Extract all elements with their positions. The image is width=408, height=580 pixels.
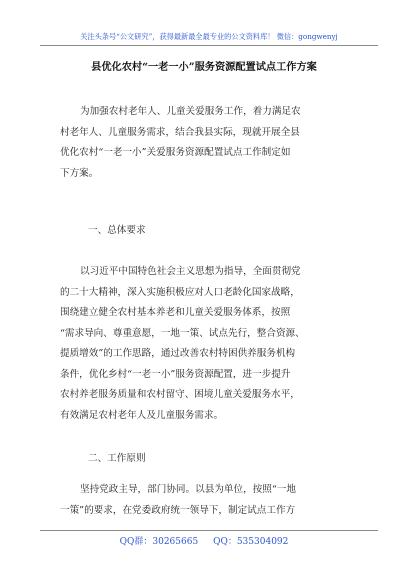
intro-line: 优化农村“一老一小”关爱服务资源配置试点工作制定如	[60, 147, 291, 158]
footer-contact	[0, 534, 408, 547]
section-heading-general-requirements: 一、总体要求	[88, 225, 146, 236]
section2-paragraph	[60, 480, 342, 521]
section1-line: 的二十大精神，深入实施积极应对人口老龄化国家战略，	[60, 286, 300, 298]
intro-line: 下方案。	[60, 167, 99, 179]
section1-line: “需求导向、尊重意愿，一地一策、试点先行，整合资源、	[60, 327, 305, 339]
intro-line: 村老年人、儿童服务需求，结合我县实际，现就开展全县	[60, 126, 300, 138]
section1-line: 条件，优化乡村“一老一小”服务资源配置，进一步提升	[60, 368, 291, 380]
footer-qq-group: QQ群：30265665	[119, 537, 199, 547]
section2-line: 坚持党政主导，部门协同。以县为单位，按照“一地	[80, 484, 296, 495]
document-title: 县优化农村“一老一小”服务资源配置试点工作方案	[91, 61, 317, 73]
intro-line: 为加强农村老年人、儿童关爱服务工作，着力满足农	[80, 106, 301, 117]
section1-line: 提质增效”的工作思路，通过改善农村特困供养服务机构	[60, 348, 296, 359]
section-heading-work-principles: 二、工作原则	[88, 453, 146, 464]
section1-line: 有效满足农村老年人及儿童服务需求。	[60, 409, 224, 421]
section1-line: 以习近平中国特色社会主义思想为指导，全面贯彻党	[80, 266, 301, 277]
section1-line: 围绕建立健全农村基本养老和儿童关爱服务体系，按照	[60, 307, 291, 318]
section1-line: 农村养老服务质量和农村留守、困境儿童关爱服务水平，	[60, 389, 300, 400]
header-notice: 关注头条号“公文研究”，获得最新最全最专业的公文资料库！ 微信：gongwenyj	[80, 32, 338, 41]
section1-paragraph	[60, 262, 342, 426]
intro-paragraph	[60, 102, 342, 184]
footer-divider	[40, 530, 378, 531]
header-divider	[40, 45, 378, 46]
section2-line: 一策”的要求，在党委政府统一领导下，制定试点工作方	[60, 504, 296, 516]
footer-qq: QQ：535304092	[213, 537, 289, 547]
